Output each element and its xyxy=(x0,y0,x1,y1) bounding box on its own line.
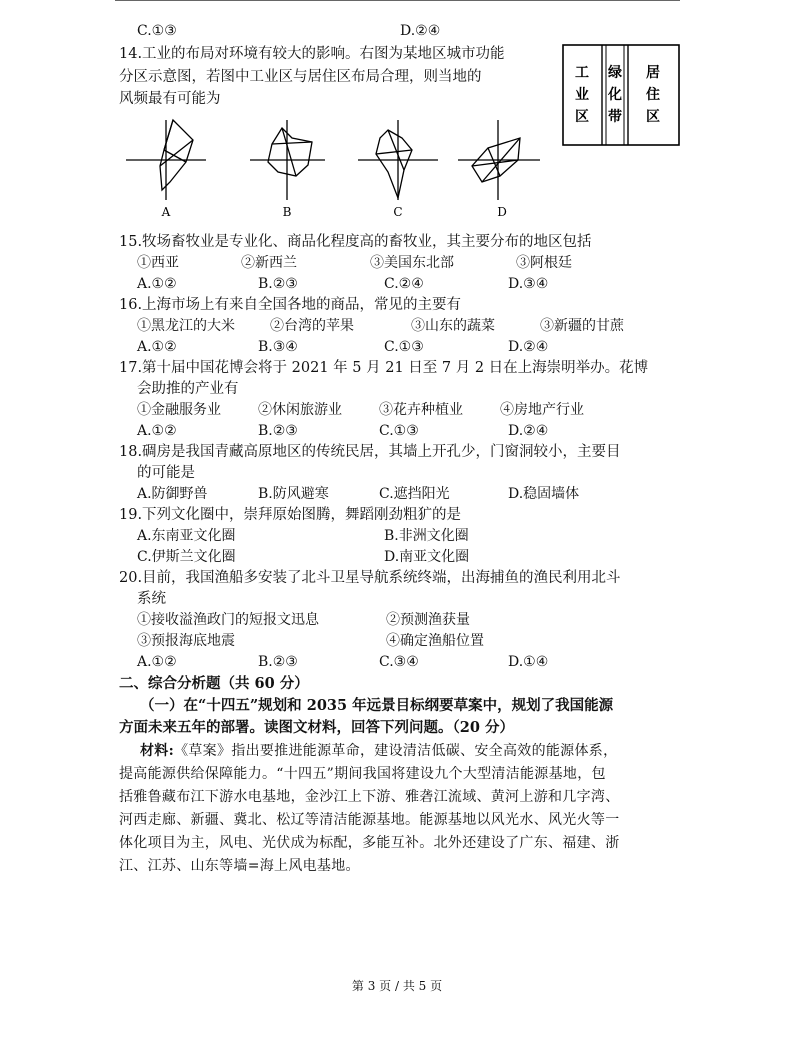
page-footer: 第 3 页 / 共 5 页 xyxy=(351,979,443,993)
q17-item-3: ③花卉种植业 xyxy=(379,402,463,418)
q15-stem: 15.牧场畜牧业是专业化、商品化程度高的畜牧业，其主要分布的地区包括 xyxy=(119,234,592,250)
q19-stem: 19.下列文化圈中，崇拜原始图腾，舞蹈刚劲粗犷的是 xyxy=(119,507,462,523)
wind-rose-label-a: A xyxy=(161,205,171,219)
q15-item-1: ①西亚 xyxy=(137,255,179,271)
q16-stem: 16.上海市场上有来自全国各地的商品，常见的主要有 xyxy=(119,297,462,313)
q17-item-4: ④房地产行业 xyxy=(500,402,584,418)
q16-option-d[interactable]: D.②④ xyxy=(508,339,549,355)
material-line-4: 河西走廊、新疆、冀北、松辽等清洁能源基地。能源基地以风光水、风光火等一 xyxy=(119,812,620,828)
q13-option-d[interactable]: D.②④ xyxy=(400,23,441,39)
q15-item-2: ②新西兰 xyxy=(241,255,297,271)
q15-option-d[interactable]: D.③④ xyxy=(508,276,549,292)
q17-option-b[interactable]: B.②③ xyxy=(258,423,298,439)
q20-item-4: ④确定渔船位置 xyxy=(386,633,484,649)
q20-stem-line1: 20.目前，我国渔船多安装了北斗卫星导航系统终端，出海捕鱼的渔民利用北斗 xyxy=(119,570,621,586)
q18-option-b[interactable]: B.防风避寒 xyxy=(258,486,329,502)
greenbelt-char-1: 绿 xyxy=(608,65,622,81)
residence-zone-char-2: 住 xyxy=(646,87,660,103)
material-line-6: 江、江苏、山东等墙=海上风电基地。 xyxy=(119,858,360,874)
q19-option-b[interactable]: B.非洲文化圈 xyxy=(384,528,469,544)
q18-stem-line1: 18.碉房是我国青藏高原地区的传统民居，其墙上开孔少，门窗洞较小，主要目 xyxy=(119,444,621,460)
industry-zone-char-2: 业 xyxy=(575,87,589,103)
q16-option-c[interactable]: C.①③ xyxy=(384,339,424,355)
q20-item-1: ①接收溢渔政门的短报文迅息 xyxy=(137,612,319,628)
q17-stem-line2: 会助推的产业有 xyxy=(137,381,239,397)
material-line-2: 提高能源供给保障能力。“十四五”期间我国将建设九个大型清洁能源基地，包 xyxy=(119,766,606,782)
q20-option-d[interactable]: D.①④ xyxy=(508,654,549,670)
q20-item-2: ②预测渔获量 xyxy=(386,612,470,628)
q16-item-4: ③新疆的甘蔗 xyxy=(540,318,624,334)
q20-option-b[interactable]: B.②③ xyxy=(258,654,298,670)
section2-intro-line2: 方面未来五年的部署。读图文材料，回答下列问题。（20 分） xyxy=(119,719,514,736)
section2-title: 二、综合分析题（共 60 分） xyxy=(119,675,309,692)
residence-zone-char-1: 居 xyxy=(646,65,660,81)
material-line-1 xyxy=(140,741,617,761)
q14-stem-line2: 分区示意图，若图中工业区与居住区布局合理，则当地的 xyxy=(119,69,482,85)
wind-rose-label-d: D xyxy=(497,205,507,219)
material-line-1-text: 《草案》指出要推进能源革命，建设清洁低碳、安全高效的能源体系， xyxy=(174,743,618,759)
q16-option-a[interactable]: A.①② xyxy=(137,339,177,355)
q15-option-b[interactable]: B.②③ xyxy=(258,276,298,292)
residence-zone-char-3: 区 xyxy=(646,109,660,125)
q19-option-c[interactable]: C.伊斯兰文化圈 xyxy=(137,549,236,565)
q18-option-d[interactable]: D.稳固墙体 xyxy=(508,486,580,502)
wind-rose-b[interactable] xyxy=(250,120,325,200)
q13-option-c[interactable]: C.①③ xyxy=(137,23,177,39)
q18-stem-line2: 的可能是 xyxy=(137,465,195,481)
wind-rose-options xyxy=(120,110,560,225)
q18-option-a[interactable]: A.防御野兽 xyxy=(137,486,208,502)
city-zone-diagram xyxy=(562,44,680,146)
wind-rose-label-b: B xyxy=(282,205,292,219)
q17-option-c[interactable]: C.①③ xyxy=(379,423,419,439)
q19-option-a[interactable]: A.东南亚文化圈 xyxy=(137,528,236,544)
q20-stem-line2: 系统 xyxy=(137,591,166,607)
q17-item-2: ②休闲旅游业 xyxy=(258,402,342,418)
section2-intro-line1: （一）在“十四五”规划和 2035 年远景目标纲要草案中，规划了我国能源 xyxy=(140,697,614,714)
q18-option-c[interactable]: C.遮挡阳光 xyxy=(379,486,450,502)
q16-option-b[interactable]: B.③④ xyxy=(258,339,298,355)
q17-option-d[interactable]: D.②④ xyxy=(508,423,549,439)
q16-item-2: ②台湾的苹果 xyxy=(270,318,354,334)
greenbelt-char-2: 化 xyxy=(608,87,622,103)
q19-option-d[interactable]: D.南亚文化圈 xyxy=(384,549,470,565)
q15-item-4: ③阿根廷 xyxy=(516,255,572,271)
material-line-5: 体化项目为主，风电、光伏成为标配，多能互补。北外还建设了广东、福建、浙 xyxy=(119,835,620,851)
wind-rose-d[interactable] xyxy=(458,120,540,200)
q15-item-3: ③美国东北部 xyxy=(370,255,454,271)
q14-stem-line1: 14.工业的布局对环境有较大的影响。右图为某地区城市功能 xyxy=(119,46,505,62)
q15-option-c[interactable]: C.②④ xyxy=(384,276,424,292)
wind-rose-c[interactable] xyxy=(358,120,438,200)
q16-item-3: ③山东的蔬菜 xyxy=(411,318,495,334)
wind-rose-label-c: C xyxy=(393,205,403,219)
q17-stem-line1: 17.第十届中国花博会将于 2021 年 5 月 21 日至 7 月 2 日在上海崇明举办。花博 xyxy=(119,360,649,376)
q20-option-a[interactable]: A.①② xyxy=(137,654,177,670)
q17-item-1: ①金融服务业 xyxy=(137,402,221,418)
material-label: 材料: xyxy=(140,743,175,759)
industry-zone-char-3: 区 xyxy=(575,109,589,125)
wind-rose-a[interactable] xyxy=(126,120,206,200)
q20-option-c[interactable]: C.③④ xyxy=(379,654,419,670)
q17-option-a[interactable]: A.①② xyxy=(137,423,177,439)
header-rule xyxy=(115,0,680,1)
q16-item-1: ①黑龙江的大米 xyxy=(137,318,235,334)
q15-option-a[interactable]: A.①② xyxy=(137,276,177,292)
q20-item-3: ③预报海底地震 xyxy=(137,633,235,649)
industry-zone-char-1: 工 xyxy=(575,65,589,81)
q14-stem-line3: 风频最有可能为 xyxy=(119,91,221,107)
greenbelt-char-3: 带 xyxy=(608,109,622,125)
material-line-3: 括雅鲁藏布江下游水电基地，金沙江上下游、雅砻江流域、黄河上游和几字湾、 xyxy=(119,789,620,805)
